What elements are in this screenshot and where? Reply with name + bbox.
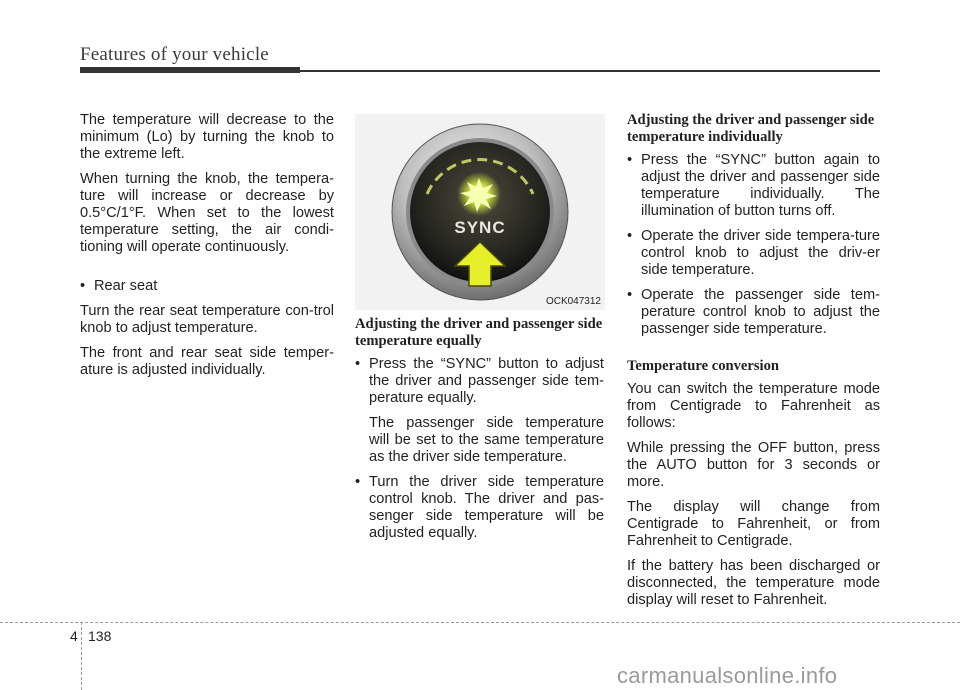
paragraph: The front and rear seat side temper-ature is adjusted individually. — [80, 345, 334, 378]
paragraph: When turning the knob, the tempera-ture will increase or decrease by 0.5°C/1°F. When set to the lowest temperature setting, the air condi-tioning will operate continuously. — [80, 171, 334, 255]
bullet-item: • Operate the driver side tempera-ture control knob to adjust the driv-er side temperature. — [627, 228, 880, 279]
figure-code: OCK047312 — [545, 296, 601, 307]
bullet-item: • Operate the passenger side tem-perature control knob to adjust the passenger side temperature. — [627, 287, 880, 338]
column-right — [627, 112, 880, 617]
bullet-subtext: The passenger side temperature will be set to the same temperature as the driver side temperature. — [369, 415, 604, 465]
column-middle — [355, 316, 604, 550]
rear-seat-bullet: • Rear seat — [80, 278, 334, 295]
paragraph: The temperature will decrease to the minimum (Lo) by turning the knob to the extreme left. — [80, 112, 334, 162]
sync-label: SYNC — [454, 218, 506, 237]
footer-divider — [81, 622, 82, 690]
paragraph: While pressing the OFF button, press the AUTO button for 3 seconds or more. — [627, 440, 880, 490]
column-left — [80, 112, 334, 387]
page-number: 138 — [88, 628, 112, 644]
paragraph: You can switch the temperature mode from Centigrade to Fahrenheit as follows: — [627, 381, 880, 431]
bullet-item: • Press the “SYNC” button to adjust the driver and passenger side tem-perature equally. — [355, 356, 604, 407]
header-rule — [80, 70, 880, 72]
watermark-link[interactable]: carmanualsonline.info — [617, 663, 838, 688]
paragraph: Turn the rear seat temperature con-trol knob to adjust temperature. — [80, 303, 334, 336]
paragraph: The display will change from Centigrade to Fahrenheit, or from Fahrenheit to Centigrade. — [627, 499, 880, 549]
sync-button-figure — [355, 114, 605, 310]
bullet-item: • Press the “SYNC” button again to adjust the driver and passenger side temperature individually. The illumination of button turns off. — [627, 152, 880, 220]
footer-rule — [0, 622, 960, 623]
section-heading: Adjusting the driver and passenger side temperature equally — [355, 316, 603, 349]
page-header-title: Features of your vehicle — [80, 44, 269, 65]
sync-button-illustration — [355, 114, 605, 310]
paragraph: If the battery has been discharged or disconnected, the temperature mode display will reset to Fahrenheit. — [627, 558, 880, 608]
bullet-item: • Turn the driver side temperature control knob. The driver and pas-senger side temperature will be adjusted equally. — [355, 474, 604, 542]
chapter-number: 4 — [70, 628, 78, 644]
section-heading: Temperature conversion — [627, 358, 780, 374]
section-heading: Adjusting the driver and passenger side temperature individually — [627, 112, 875, 145]
